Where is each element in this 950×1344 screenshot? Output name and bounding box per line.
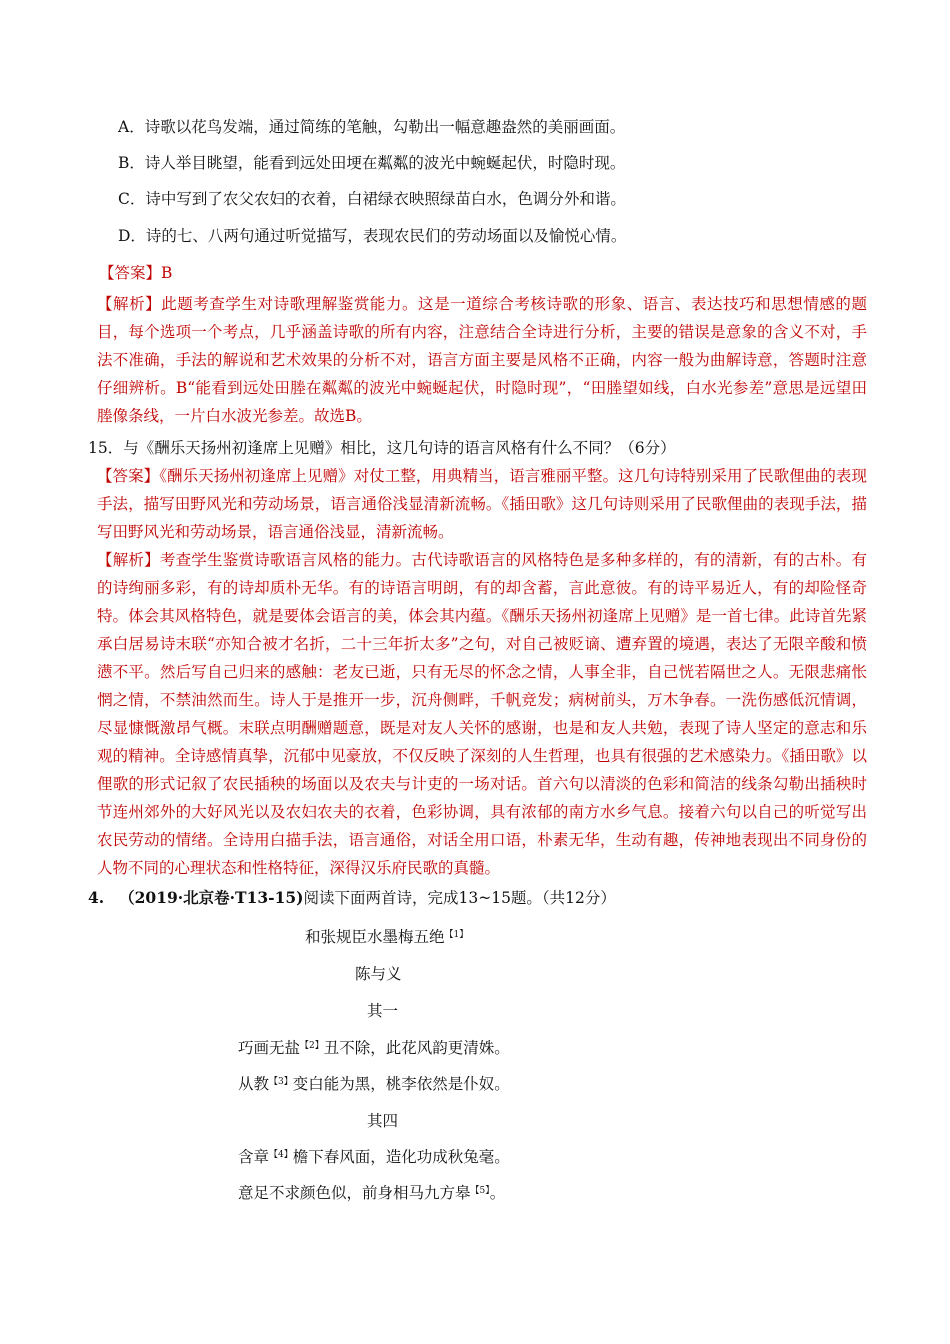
footnote-marker: 【3】 <box>269 1077 293 1087</box>
poem-text: 。 <box>489 1184 506 1202</box>
q14-answer: 【答案】B <box>99 264 173 282</box>
footnote-marker: 【4】 <box>269 1150 293 1160</box>
poem-text: 巧画无盐 <box>238 1039 301 1057</box>
poem-text: 从教 <box>238 1075 270 1093</box>
poem-text: 檐下春风面，造化功成秋兔毫。 <box>292 1148 510 1166</box>
q4-source: （2019·北京卷·T13-15) <box>119 888 304 907</box>
poem-line-4 <box>238 1183 505 1203</box>
q4-number: 4. <box>88 888 105 907</box>
footnote-marker: 【1】 <box>444 930 469 940</box>
q15-answer: 【答案】《酬乐天扬州初逢席上见赠》对仗工整，用典精当，语言雅丽平整。这几句诗特别采用了民歌俚曲的表现手法，描写田野风光和劳动场景，语言通俗浅显清新流畅。《插田歌》这几句诗则采用了民歌俚曲的表现手法，描写田野风光和劳动场景，语言通俗浅显，清新流畅。 <box>97 467 867 541</box>
option-b: B．诗人举目眺望，能看到远处田埂在粼粼的波光中蜿蜒起伏，时隐时现。 <box>118 154 626 172</box>
poem-text: 意足不求颜色似，前身相马九方皋 <box>238 1184 471 1202</box>
poem-title-text: 和张规臣水墨梅五绝 <box>305 928 445 946</box>
poem-text: 含章 <box>238 1148 270 1166</box>
option-c: C．诗中写到了农父农妇的衣着，白裙绿衣映照绿苗白水，色调分外和谐。 <box>118 190 626 208</box>
poem-text: 丑不除，此花风韵更清姝。 <box>323 1039 510 1057</box>
option-a: A．诗歌以花鸟发端，通过简练的笔触，勾勒出一幅意趣盎然的美丽画面。 <box>118 118 626 136</box>
poem-line-3 <box>238 1147 510 1167</box>
option-d: D．诗的七、八两句通过听觉描写，表现农民们的劳动场面以及愉悦心情。 <box>118 227 627 245</box>
q4-instruction: 阅读下面两首诗，完成13~15题。（共12分） <box>303 889 616 907</box>
q15-analysis: 【解析】考查学生鉴赏诗歌语言风格的能力。古代诗歌语言的风格特色是多种多样的，有的清新，有的古朴。有的诗绚丽多彩，有的诗却质朴无华。有的诗语言明朗，有的却含蓄，言此意彼。有的诗平易近人，有的却险怪奇特。体会其风格特色，就是要体会语言的美，体会其内蕴。《酬乐天扬州初逢席上见赠》是一首七律。此诗首先紧承白居易诗末联“亦知合被才名折，二十三年折太多”之句，对自己被贬谪、遭弃置的境遇，表达了无限辛酸和愤懑不平。然后写自己归来的感触：老友已逝，只有无尽的怀念之情，人事全非，自己恍若隔世之人。无限悲痛怅惘之情，不禁油然而生。诗人于是推开一步，沉舟侧畔，千帆竞发；病树前头，万木争春。一洗伤感低沉情调，尽显慷慨激昂气概。末联点明酬赠题意，既是对友人关怀的感谢，也是和友人共勉，表现了诗人坚定的意志和乐观的精神。全诗感情真挚，沉郁中见豪放，不仅反映了深刻的人生哲理，也具有很强的艺术感染力。《插田歌》以俚歌的形式记叙了农民插秧的场面以及农夫与计吏的一场对话。首六句以清淡的色彩和简洁的线条勾勒出插秧时节连州郊外的大好风光以及农妇农夫的衣着，色彩协调，具有浓郁的南方水乡气息。接着六句以自己的听觉写出农民劳动的情绪。全诗用白描手法，语言通俗，对话全用口语，朴素无华，生动有趣，传神地表现出不同身份的人物不同的心理状态和性格特征，深得汉乐府民歌的真髓。 <box>97 551 867 877</box>
poem-line-2 <box>238 1074 510 1094</box>
footnote-marker: 【5】 <box>470 1186 490 1196</box>
q14-analysis: 【解析】此题考查学生对诗歌理解鉴赏能力。这是一道综合考核诗歌的形象、语言、表达技巧和思想情感的题目，每个选项一个考点，几乎涵盖诗歌的所有内容，注意结合全诗进行分析，主要的错误是意象的含义不对，手法不准确，手法的解说和艺术效果的分析不对，语言方面主要是风格不正确，内容一般为曲解诗意，答题时注意仔细辨析。B“能看到远处田塍在粼粼的波光中蜿蜒起伏，时隐时现”，“田塍望如线，白水光参差”意思是远望田塍像条线，一片白水波光参差。故选B。 <box>97 295 867 425</box>
q4-header <box>88 888 616 908</box>
poem-line-1 <box>238 1038 510 1058</box>
poem-author: 陈与义 <box>355 965 402 983</box>
poem-section-1: 其一 <box>367 1002 399 1020</box>
q15-question: 15．与《酬乐天扬州初逢席上见赠》相比，这几句诗的语言风格有什么不同？（6分） <box>88 439 676 457</box>
poem-text: 变白能为黑，桃李依然是仆奴。 <box>292 1075 510 1093</box>
poem-section-2: 其四 <box>367 1112 399 1130</box>
footnote-marker: 【2】 <box>300 1041 324 1051</box>
poem-title <box>305 927 468 947</box>
